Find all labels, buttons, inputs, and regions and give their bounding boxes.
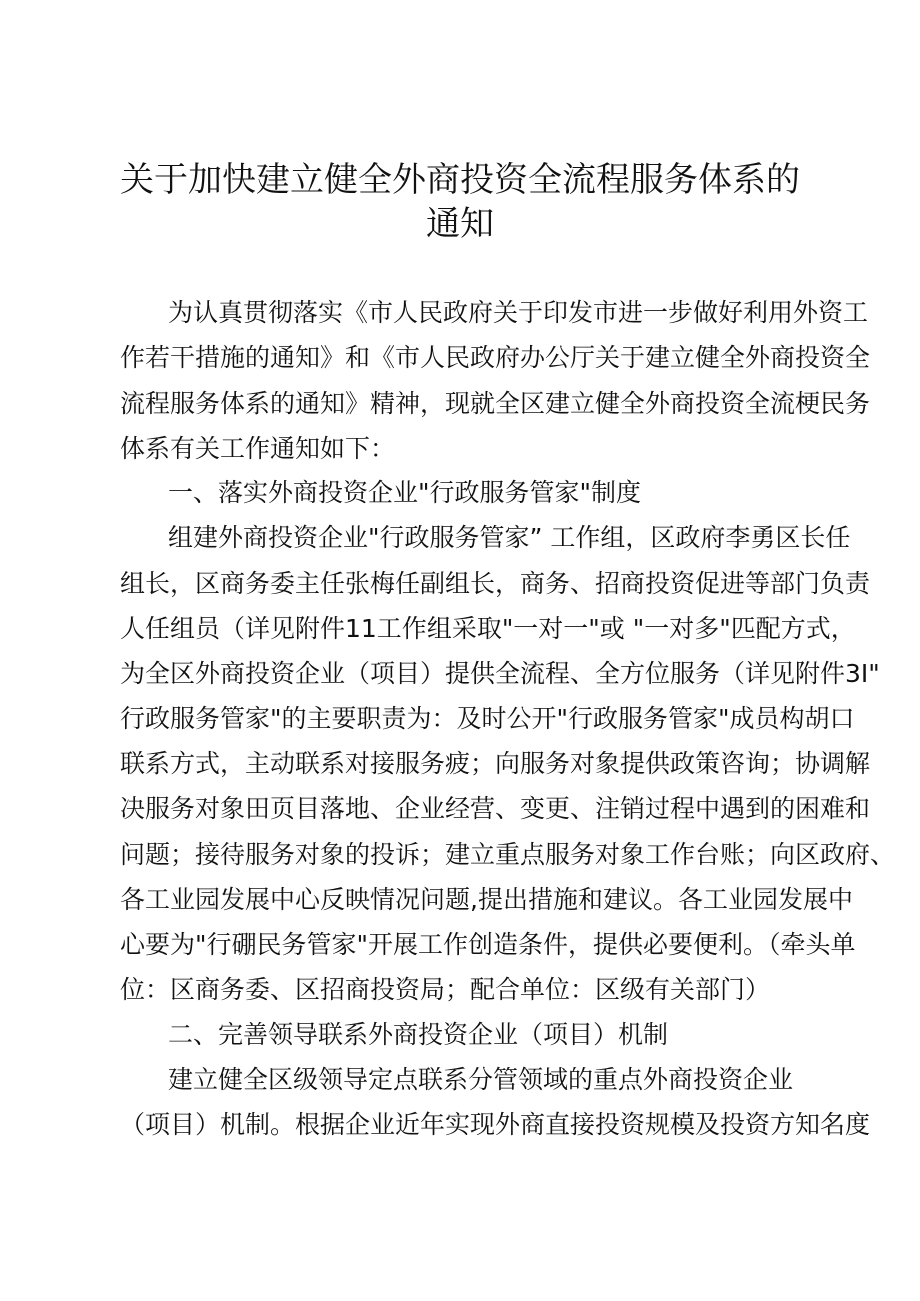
paragraph-line: 人任组员（详见附件11工作组采取"一对一"或 "一对多"匹配方式， [120,614,856,643]
paragraph-line: 各工业园发展中心反映情况问题,提出措施和建议。各工业园发展中 [120,885,853,914]
paragraph-line: （项目）机制。根据企业近年实现外商直接投资规模及投资方知名度 [120,1110,871,1139]
paragraph-line: 组建外商投资企业"行政服务管家” 工作组，区政府李勇区长任 [168,523,851,552]
paragraph-line: 作若干措施的通知》和《市人民政府办公厅关于建立健全外商投资全 [120,343,871,372]
section-heading-2: 二、完善领导联系外商投资企业（项目）机制 [168,1020,669,1049]
document-title-line-1: 关于加快建立健全外商投资全流程服务体系的 [120,160,800,200]
paragraph-line: 组长，区商务委主任张梅任副组长，商务、招商投资促进等部门负责 [120,569,871,598]
paragraph-line: 建立健全区级领导定点联系分管领域的重点外商投资企业 [168,1065,794,1094]
section-heading-1: 一、落实外商投资企业"行政服务管家"制度 [168,478,641,507]
paragraph-line: 行政服务管家"的主要职责为：及时公开"行政服务管家"成员构胡口 [120,704,855,733]
paragraph-line: 心要为"行硼民务管家"开展工作创造条件，提供必要便利。（牵头单 [120,930,856,959]
paragraph-line: 问题；接待服务对象的投诉；建立重点服务对象工作台账；向区政府、 [120,840,896,869]
paragraph-line: 流程服务体系的通知》精神，现就全区建立健全外商投资全流梗民务 [120,389,871,418]
paragraph-line: 为认真贯彻落实《市人民政府关于印发市进一步做好利用外资工 [168,298,869,327]
document-title-line-2: 通知 [426,204,494,244]
paragraph-line: 联系方式，主动联系对接服务疲；向服务对象提供政策咨询；协调解 [120,749,871,778]
paragraph-line: 决服务对象田页目落地、企业经营、变更、注销过程中遇到的困难和 [120,794,871,823]
paragraph-line: 位：区商务委、区招商投资局；配合单位：区级有关部门） [120,975,771,1004]
paragraph-line: 体系有关工作通知如下： [120,434,396,463]
paragraph-line: 为全区外商投资企业（项目）提供全流程、全方位服务（详见附件3I" [120,659,880,688]
